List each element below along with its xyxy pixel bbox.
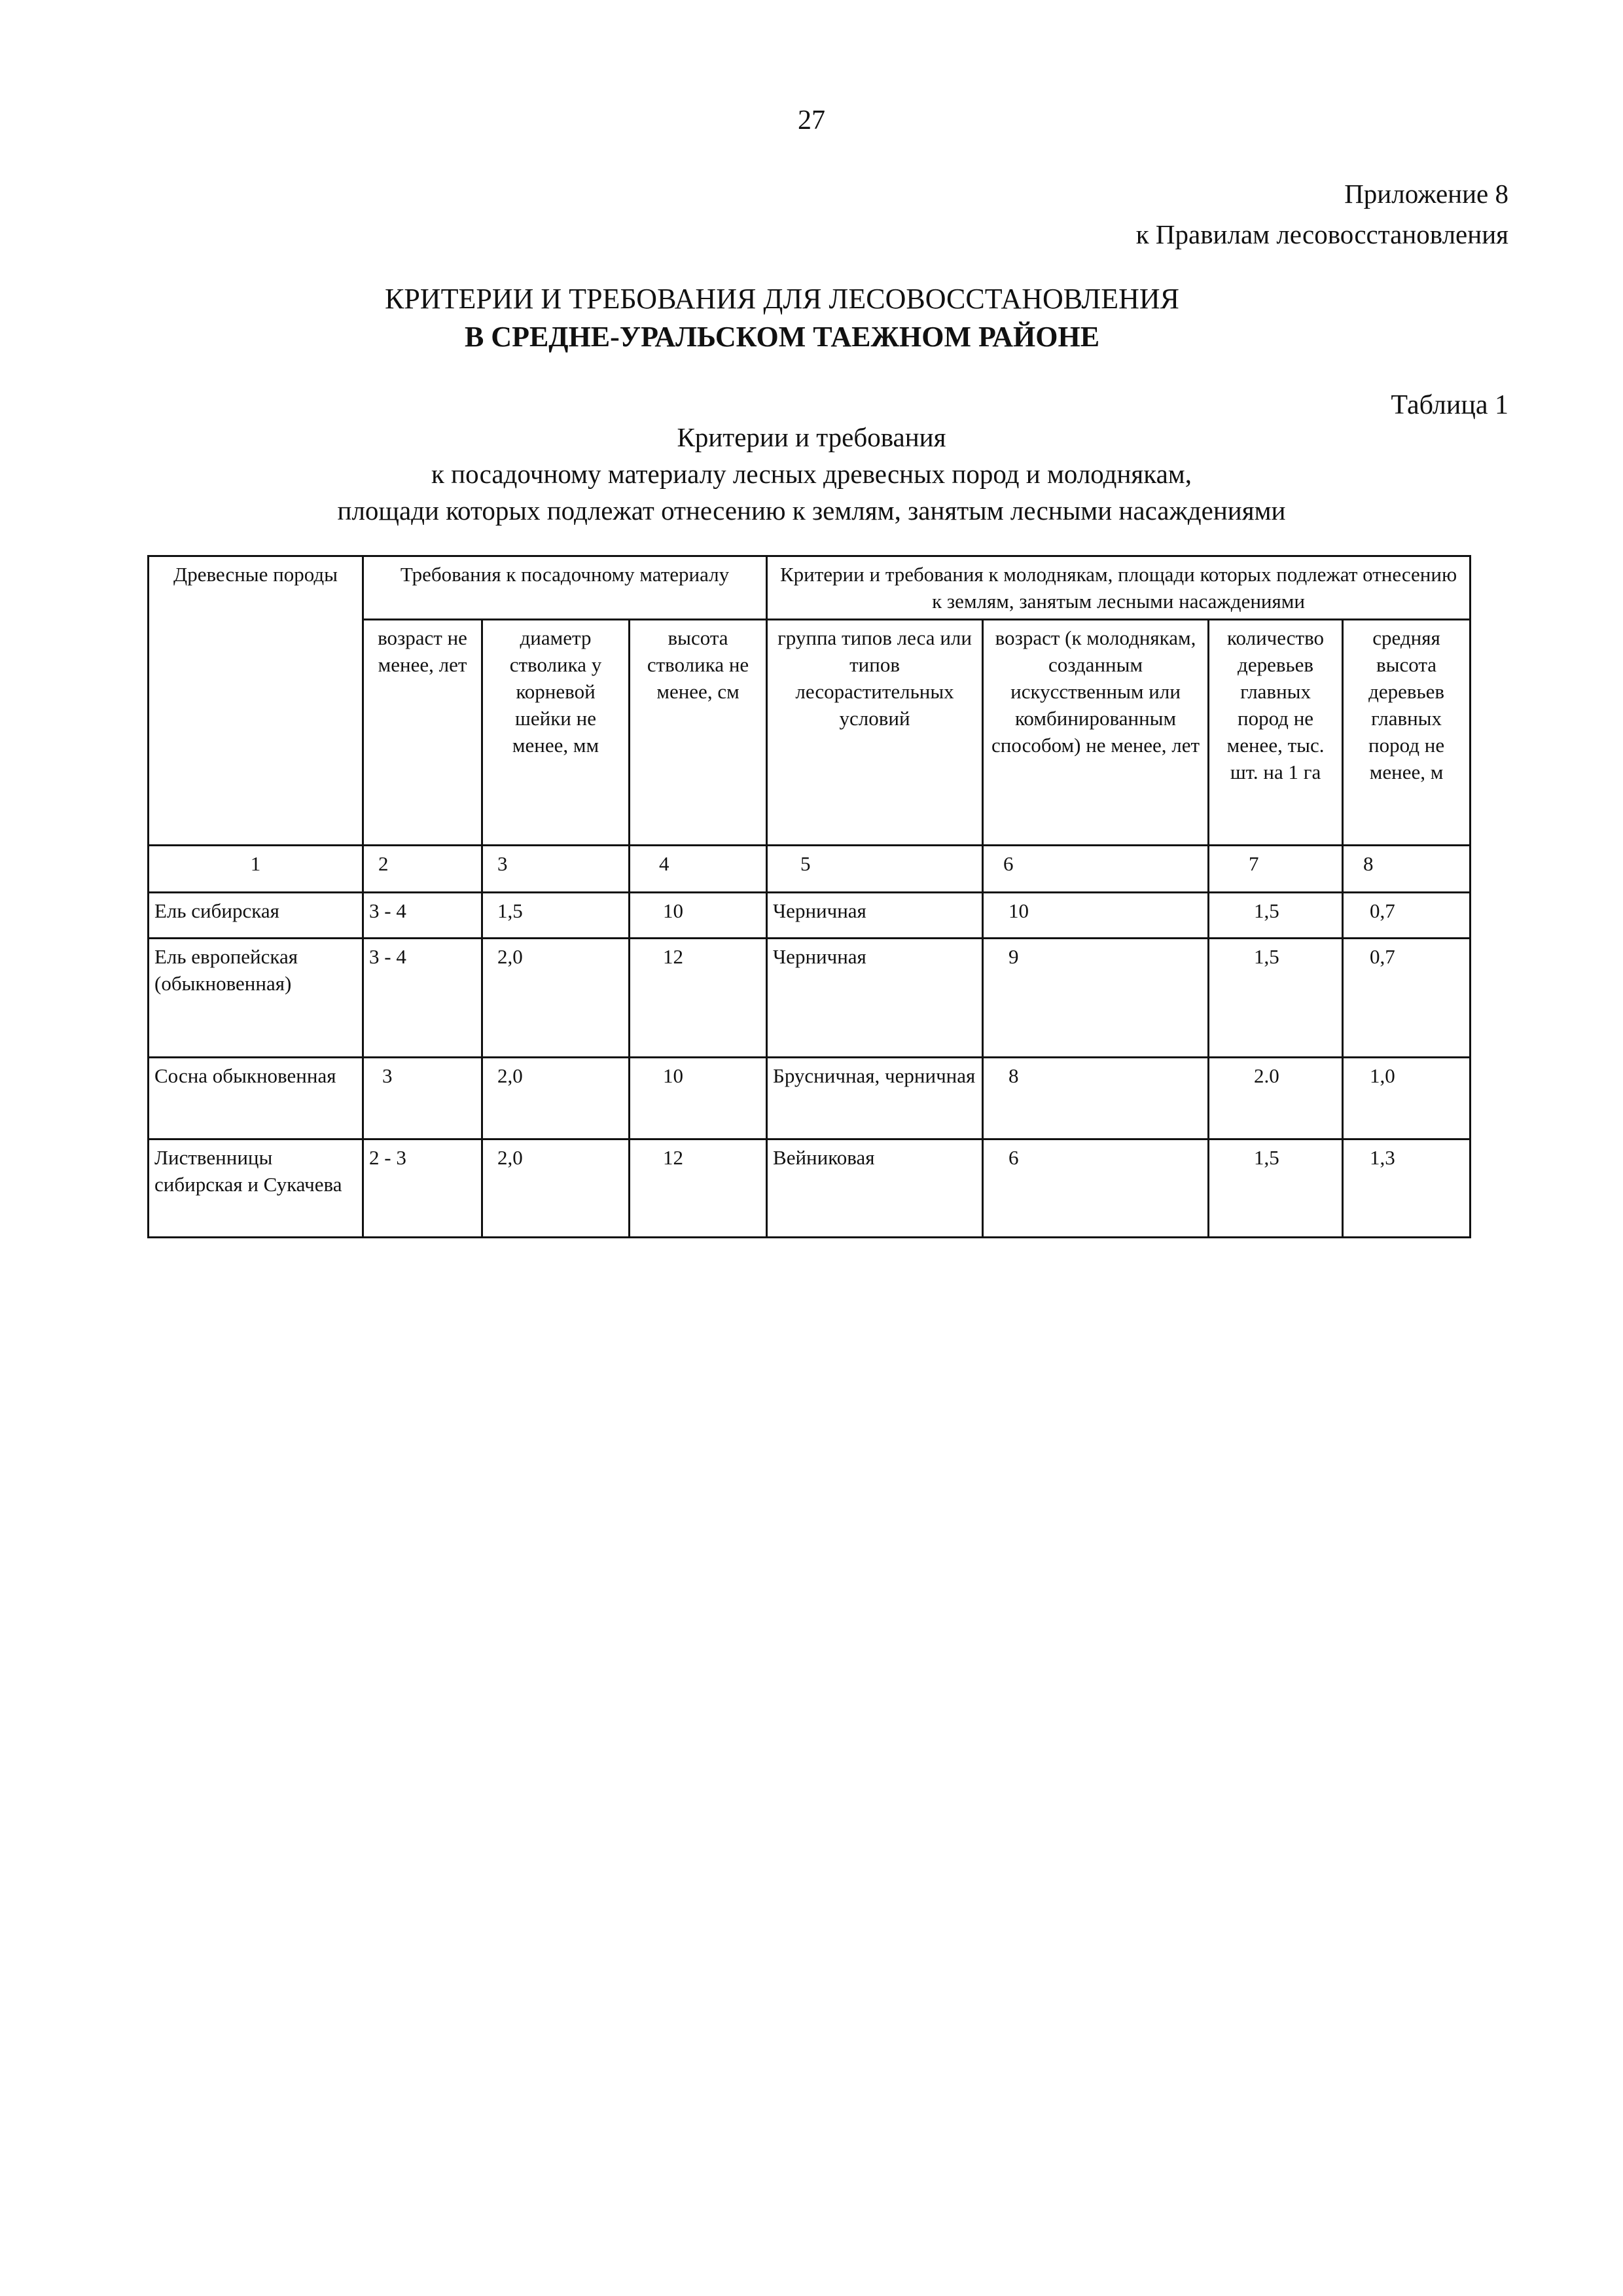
- cell-avg-height: 0,7: [1343, 893, 1471, 939]
- caption-line-2: к посадочному материалу лесных древесных пород и молоднякам,: [431, 459, 1192, 489]
- cell-forest-type: Вейниковая: [767, 1139, 983, 1238]
- cell-avg-height: 1,3: [1343, 1139, 1471, 1238]
- cell-diameter: 1,5: [482, 893, 630, 939]
- column-number: 5: [767, 846, 983, 893]
- cell-forest-type: Черничная: [767, 893, 983, 939]
- header-diameter: диаметр стволика у корневой шейки не менее, мм: [482, 620, 630, 846]
- cell-young-age: 10: [983, 893, 1209, 939]
- criteria-table: [147, 555, 1471, 1238]
- cell-age: 3 - 4: [363, 939, 482, 1058]
- cell-young-age: 8: [983, 1058, 1209, 1139]
- column-number: 2: [363, 846, 482, 893]
- cell-diameter: 2,0: [482, 1139, 630, 1238]
- header-species: Древесные породы: [149, 556, 363, 846]
- document-title: [0, 280, 1564, 356]
- cell-young-age: 9: [983, 939, 1209, 1058]
- column-number: 3: [482, 846, 630, 893]
- cell-young-age: 6: [983, 1139, 1209, 1238]
- cell-height: 12: [630, 1139, 767, 1238]
- cell-height: 10: [630, 1058, 767, 1139]
- cell-tree-count: 1,5: [1209, 893, 1343, 939]
- appendix-line-2: к Правилам лесовосстановления: [1135, 219, 1508, 249]
- header-tree-count: количество деревьев главных пород не менее, тыс. шт. на 1 га: [1209, 620, 1343, 846]
- title-line-2: В СРЕДНЕ-УРАЛЬСКОМ ТАЕЖНОМ РАЙОНЕ: [464, 321, 1100, 353]
- caption-line-3: площади которых подлежат отнесению к землям, занятым лесными насаждениями: [337, 495, 1286, 526]
- table-row: [149, 1139, 1471, 1238]
- table-label: Таблица 1: [1391, 390, 1508, 420]
- header-row-1: [149, 556, 1471, 620]
- header-young-stands: Критерии и требования к молоднякам, площади которых подлежат отнесению к землям, занятым лесными насаждениями: [767, 556, 1471, 620]
- appendix-note: [1136, 173, 1508, 255]
- cell-species: Ель сибирская: [149, 893, 363, 939]
- caption-line-1: Критерии и требования: [677, 422, 946, 452]
- table-row: [149, 1058, 1471, 1139]
- cell-tree-count: 1,5: [1209, 939, 1343, 1058]
- cell-diameter: 2,0: [482, 1058, 630, 1139]
- column-number: 6: [983, 846, 1209, 893]
- table-row: [149, 939, 1471, 1058]
- cell-age: 2 - 3: [363, 1139, 482, 1238]
- cell-height: 12: [630, 939, 767, 1058]
- column-number: 4: [630, 846, 767, 893]
- header-avg-height: средняя высота деревьев главных пород не менее, м: [1343, 620, 1471, 846]
- cell-diameter: 2,0: [482, 939, 630, 1058]
- cell-tree-count: 1,5: [1209, 1139, 1343, 1238]
- cell-height: 10: [630, 893, 767, 939]
- cell-tree-count: 2.0: [1209, 1058, 1343, 1139]
- page-number: 27: [798, 105, 825, 135]
- title-line-1: КРИТЕРИИ И ТРЕБОВАНИЯ ДЛЯ ЛЕСОВОССТАНОВЛЕНИЯ: [384, 283, 1180, 315]
- cell-age: 3: [363, 1058, 482, 1139]
- table-caption: [0, 419, 1623, 529]
- header-age-planting: возраст не менее, лет: [363, 620, 482, 846]
- appendix-line-1: Приложение 8: [1344, 179, 1508, 209]
- cell-avg-height: 0,7: [1343, 939, 1471, 1058]
- cell-species: Ель европейская (обыкновенная): [149, 939, 363, 1058]
- column-number: 8: [1343, 846, 1471, 893]
- cell-avg-height: 1,0: [1343, 1058, 1471, 1139]
- table-row: [149, 893, 1471, 939]
- header-age-young: возраст (к молоднякам, созданным искусственным или комбинированным способом) не менее, лет: [983, 620, 1209, 846]
- cell-forest-type: Черничная: [767, 939, 983, 1058]
- header-planting-material: Требования к посадочному материалу: [363, 556, 767, 620]
- header-forest-type: группа типов леса или типов лесорастительных условий: [767, 620, 983, 846]
- column-number: 7: [1209, 846, 1343, 893]
- column-number-row: [149, 846, 1471, 893]
- cell-species: Лиственницы сибирская и Сукачева: [149, 1139, 363, 1238]
- cell-forest-type: Брусничная, черничная: [767, 1058, 983, 1139]
- cell-age: 3 - 4: [363, 893, 482, 939]
- column-number: 1: [149, 846, 363, 893]
- header-height-planting: высота стволика не менее, см: [630, 620, 767, 846]
- cell-species: Сосна обыкновенная: [149, 1058, 363, 1139]
